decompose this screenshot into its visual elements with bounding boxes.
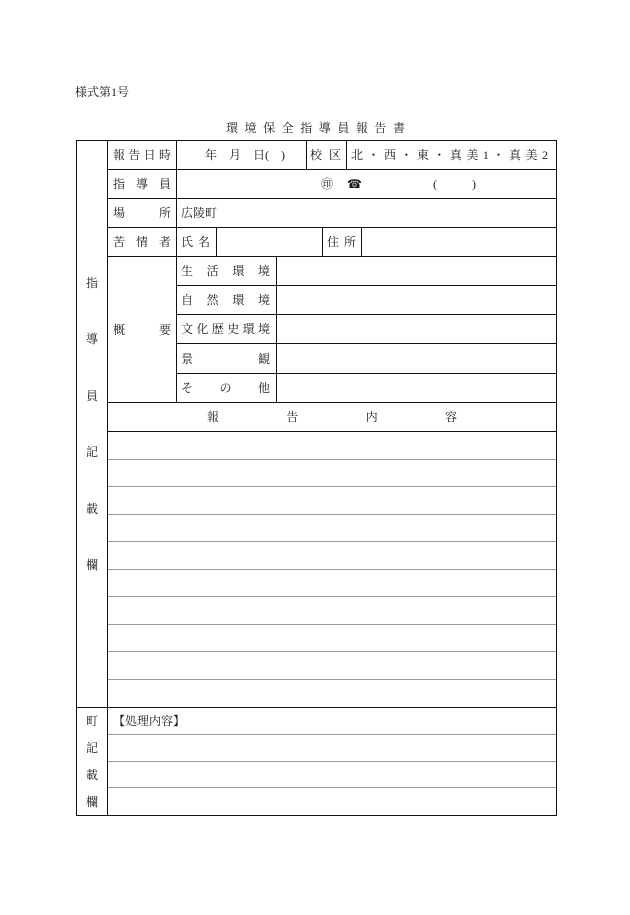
overview-item-label: 文 化 歴 史 環 境 — [181, 322, 270, 336]
instructor-label: 指 導 員 — [113, 177, 171, 191]
instructor-label-cell — [107, 169, 177, 199]
location-value-cell — [176, 198, 557, 228]
report-line — [108, 652, 556, 680]
report-line — [108, 597, 556, 625]
overview-item-label-cell — [176, 256, 277, 286]
overview-item-label-cell — [176, 285, 277, 315]
form-number: 様式第1号 — [75, 85, 130, 99]
side-label-char: 導 — [85, 332, 98, 347]
overview-item-label-cell — [176, 314, 277, 344]
form-title: 環 境 保 全 指 導 員 報 告 書 — [226, 121, 405, 135]
seal-mark: ㊞ — [321, 177, 334, 191]
town-line — [108, 708, 556, 735]
complainant-name-label-cell — [176, 227, 217, 257]
overview-item-label: 自 然 環 境 — [181, 293, 270, 307]
side-label-char: 欄 — [85, 558, 98, 573]
location-label-cell — [107, 198, 177, 228]
overview-item-field — [276, 373, 557, 403]
report-line — [108, 432, 556, 460]
side-label-char: 欄 — [85, 794, 98, 809]
report-line — [108, 460, 556, 488]
complainant-name-label: 氏 名 — [181, 235, 210, 249]
school-district-options-cell — [346, 140, 557, 170]
complainant-name-field — [216, 227, 323, 257]
school-district-label-cell — [306, 140, 347, 170]
town-line — [108, 762, 556, 789]
complainant-address-label: 住 所 — [327, 235, 356, 249]
report-datetime-value: 年 月 日( ) — [205, 148, 285, 162]
report-line — [108, 625, 556, 653]
overview-item-label: 生 活 環 境 — [181, 264, 270, 278]
school-district-label: 校 区 — [310, 148, 341, 162]
side-label-char: 記 — [85, 741, 98, 756]
overview-item-label: 景 観 — [181, 351, 270, 366]
side-label-char: 載 — [85, 501, 98, 516]
complainant-label-cell — [107, 227, 177, 257]
overview-item-field — [276, 314, 557, 344]
report-content-label: 報 告 内 容 — [207, 410, 457, 424]
location-label: 場 所 — [113, 206, 171, 220]
complainant-label: 苦 情 者 — [113, 235, 171, 249]
side-label-char: 記 — [85, 445, 98, 460]
processing-content-label: 【処理内容】 — [113, 713, 186, 728]
report-line — [108, 680, 556, 708]
location-value: 広陵町 — [181, 206, 218, 220]
report-line — [108, 570, 556, 598]
report-content-header-cell — [107, 402, 557, 432]
complainant-address-label-cell — [322, 227, 362, 257]
overview-item-field — [276, 256, 557, 286]
side-label-char: 町 — [85, 714, 98, 729]
report-datetime-value-cell — [176, 140, 307, 170]
town-line — [108, 788, 556, 815]
overview-item-label-cell — [176, 373, 277, 403]
overview-label: 概 要 — [113, 322, 171, 337]
town-entry-side-label — [76, 707, 108, 816]
side-label-char: 指 — [85, 275, 98, 290]
overview-item-label-cell — [176, 343, 277, 374]
overview-item-label: そ の 他 — [181, 381, 270, 395]
report-datetime-label-cell — [107, 140, 177, 170]
overview-item-field — [276, 343, 557, 374]
report-line — [108, 515, 556, 543]
phone-number-parentheses: ( ) — [433, 177, 476, 191]
report-line — [108, 487, 556, 515]
side-label-char: 員 — [85, 388, 98, 403]
overview-label-cell — [107, 256, 177, 403]
telephone-icon: ☎ — [347, 177, 362, 191]
side-label-char: 載 — [85, 767, 98, 782]
report-content-area — [107, 431, 557, 708]
report-line — [108, 542, 556, 570]
school-district-options: 北 ・ 西 ・ 東 ・ 真 美 1 ・ 真 美 2 — [351, 148, 548, 162]
instructor-value-cell — [176, 169, 557, 199]
report-datetime-label: 報 告 日 時 — [113, 148, 171, 162]
instructor-entry-side-label — [76, 140, 108, 708]
town-entry-area — [107, 707, 557, 816]
town-line — [108, 735, 556, 762]
complainant-address-field — [361, 227, 557, 257]
overview-item-field — [276, 285, 557, 315]
